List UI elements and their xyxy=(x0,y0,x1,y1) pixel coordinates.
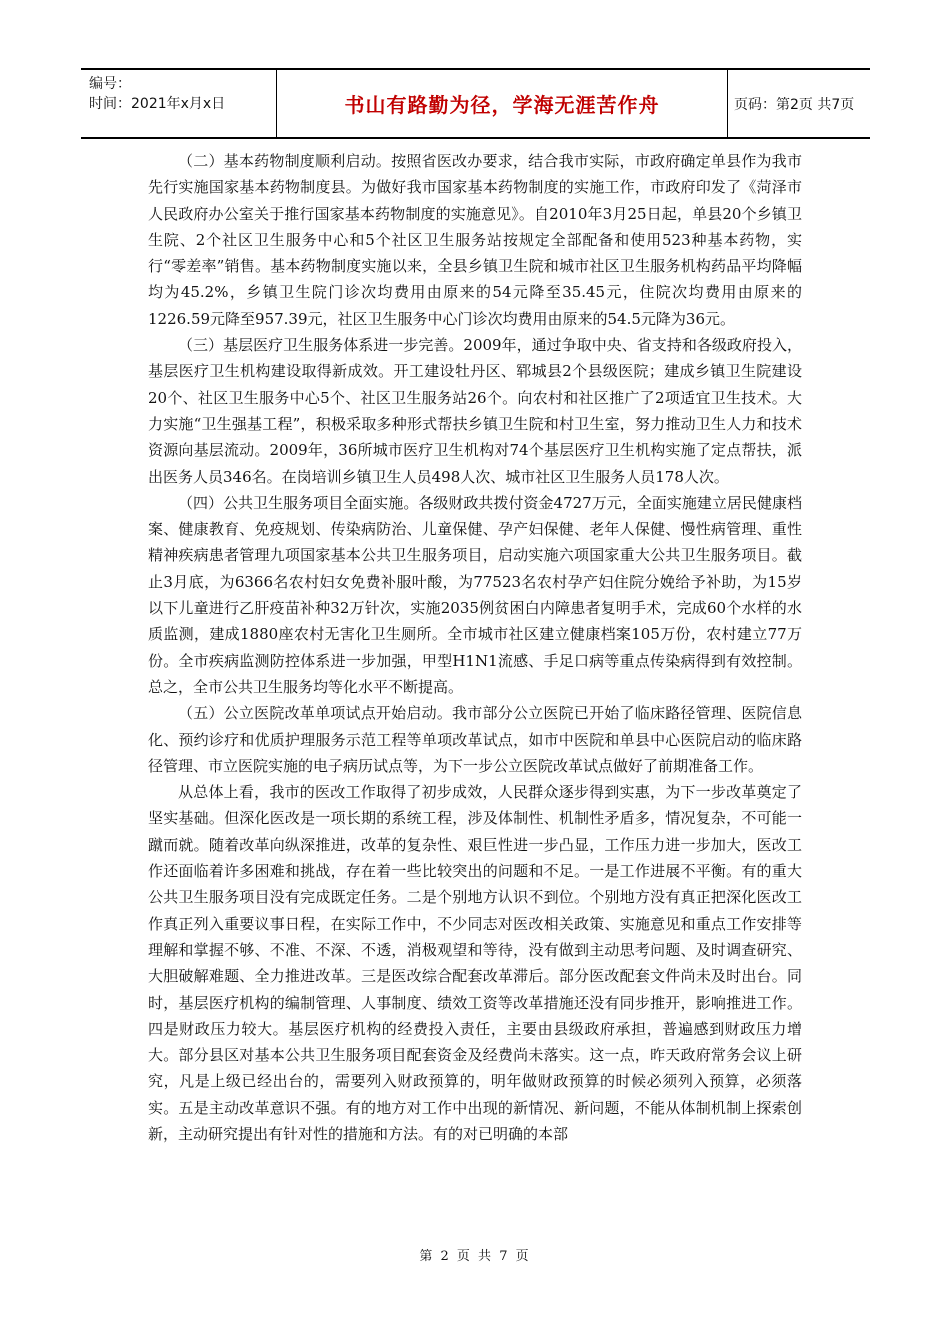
document-date-label: 时间：2021年x月x日 xyxy=(89,96,226,112)
page-footer: 第 2 页 共 7 页 xyxy=(419,1249,531,1264)
header-motto: 书山有路勤为径，学海无涯苦作舟 xyxy=(277,70,728,137)
paragraph-primary-care: （三）基层医疗卫生服务体系进一步完善。2009年，通过争取中央、省支持和各级政府投入，基层医疗卫生机构建设取得新成效。开工建设牡丹区、郓城县2个县级医院；建成乡镇卫生院建设20个、社区卫生服务中心5个、社区卫生服务站26个。向农村和社区推广了2项适宜卫生技术。大力实施“卫生强基工程”，积极采取多种形式帮扶乡镇卫生院和村卫生室，努力推动卫生人力和技术资源向基层流动。2009年，36所城市医疗卫生机构对74个基层医疗卫生机构实施了定点帮扶，派出医务人员346名。在岗培训乡镇卫生人员498人次、城市社区卫生服务人员178人次。 xyxy=(148,336,802,486)
header-meta-cell xyxy=(81,70,277,137)
document-body xyxy=(148,148,802,1147)
paragraph-public-health: （四）公共卫生服务项目全面实施。各级财政共拨付资金4727万元，全面实施建立居民健康档案、健康教育、免疫规划、传染病防治、儿童保健、孕产妇保健、老年人保健、慢性病管理、重性精神疾病患者管理九项国家基本公共卫生服务项目，启动实施六项国家重大公共卫生服务项目。截止3月底，为6366名农村妇女免费补服叶酸，为77523名农村孕产妇住院分娩给予补助，为15岁以下儿童进行乙肝疫苗补种32万针次，实施2035例贫困白内障患者复明手术，完成60个水样的水质监测，建成1880座农村无害化卫生厕所。全市城市社区建立健康档案105万份，农村建立77万份。全市疾病监测防控体系进一步加强，甲型H1N1流感、手足口病等重点传染病得到有效控制。总之，全市公共卫生服务均等化水平不断提高。 xyxy=(148,493,802,696)
header-page-info: 页码：第2页 共7页 xyxy=(734,96,855,113)
document-number-label: 编号： xyxy=(89,76,131,92)
page-header xyxy=(81,68,870,139)
paragraph-summary: 从总体上看，我市的医改工作取得了初步成效，人民群众逐步得到实惠，为下一步改革奠定了坚实基础。但深化医改是一项长期的系统工程，涉及体制性、机制性矛盾多，情况复杂，不可能一蹴而就。随着改革向纵深推进，改革的复杂性、艰巨性进一步凸显，工作压力进一步加大，医改工作还面临着许多困难和挑战，存在着一些比较突出的问题和不足。一是工作进展不平衡。有的重大公共卫生服务项目没有完成既定任务。二是个别地方认识不到位。个别地方没有真正把深化医改工作真正列入重要议事日程，在实际工作中，不少同志对医改相关政策、实施意见和重点工作安排等理解和掌握不够、不准、不深、不透，消极观望和等待，没有做到主动思考问题、及时调查研究、大胆破解难题、全力推进改革。三是医改综合配套改革滞后。部分医改配套文件尚未及时出台。同时，基层医疗机构的编制管理、人事制度、绩效工资等改革措施还没有同步推开，影响推进工作。四是财政压力较大。基层医疗机构的经费投入责任，主要由县级政府承担，普遍感到财政压力增大。部分县区对基本公共卫生服务项目配套资金及经费尚未落实。这一点，昨天政府常务会议上研究，凡是上级已经出台的，需要列入财政预算的，明年做财政预算的时候必须列入预算，必须落实。五是主动改革意识不强。有的地方对工作中出现的新情况、新问题，不能从体制机制上探索创新，主动研究提出有针对性的措施和方法。有的对已明确的本部 xyxy=(148,783,802,1143)
paragraph-essential-drugs: （二）基本药物制度顺利启动。按照省医改办要求，结合我市实际，市政府确定单县作为我市先行实施国家基本药物制度县。为做好我市国家基本药物制度的实施工作，市政府印发了《菏泽市人民政府办公室关于推行国家基本药物制度的实施意见》。自2010年3月25日起，单县20个乡镇卫生院、2个社区卫生服务中心和5个社区卫生服务站按规定全部配备和使用523种基本药物，实行“零差率”销售。基本药物制度实施以来，全县乡镇卫生院和城市社区卫生服务机构药品平均降幅均为45.2%，乡镇卫生院门诊次均费用由原来的54元降至35.45元，住院次均费用由原来的1226.59元降至957.39元，社区卫生服务中心门诊次均费用由原来的54.5元降为36元。 xyxy=(148,152,802,328)
paragraph-hospital-reform: （五）公立医院改革单项试点开始启动。我市部分公立医院已开始了临床路径管理、医院信息化、预约诊疗和优质护理服务示范工程等单项改革试点，如市中医院和单县中心医院启动的临床路径管理、市立医院实施的电子病历试点等，为下一步公立医院改革试点做好了前期准备工作。 xyxy=(148,704,802,775)
